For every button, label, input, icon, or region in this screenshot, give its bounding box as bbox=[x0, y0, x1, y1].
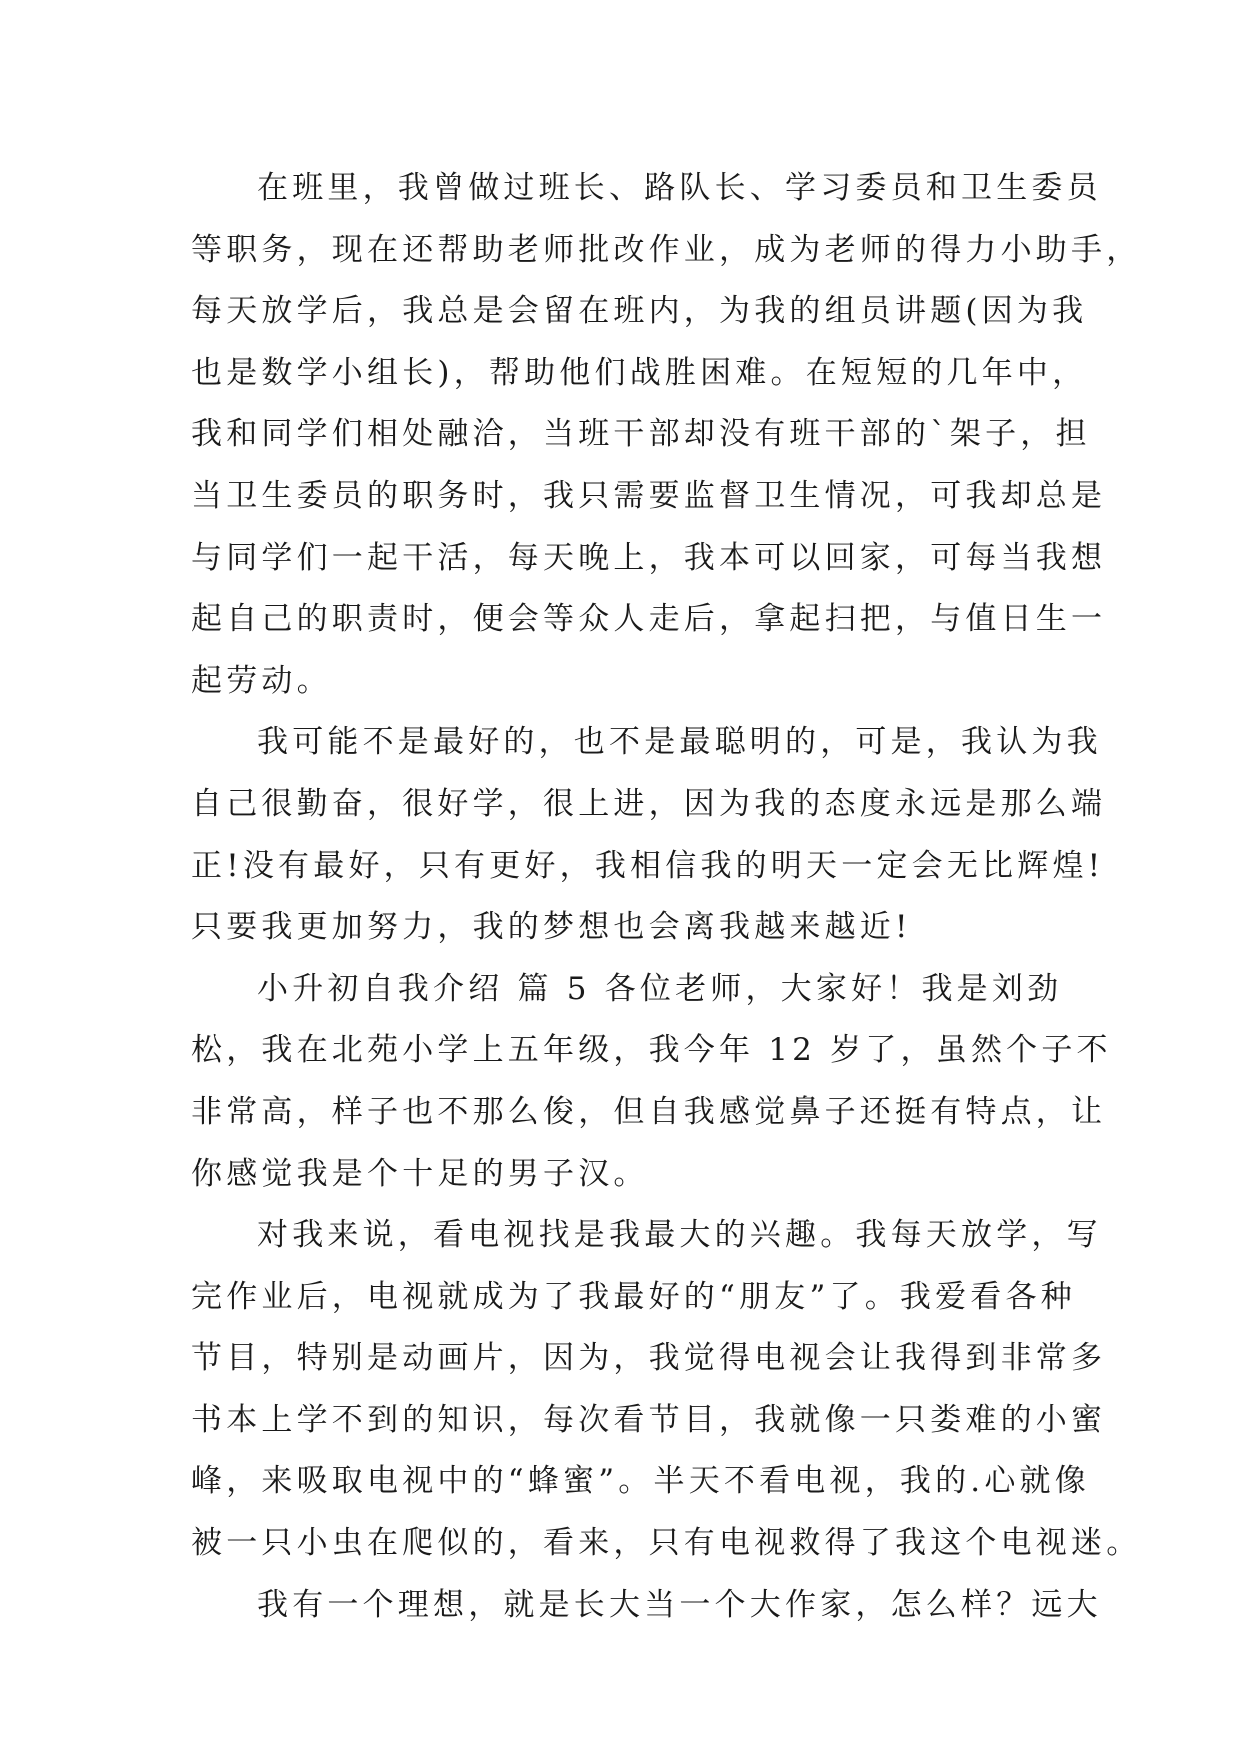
text-line: 对我来说，看电视找是我最大的兴趣。我每天放学，写 bbox=[257, 1217, 1102, 1254]
text-line: 正!没有最好，只有更好，我相信我的明天一定会无比辉煌! bbox=[191, 847, 1105, 884]
document-body bbox=[191, 158, 1142, 1636]
text-line: 我可能不是最好的，也不是最聪明的，可是，我认为我 bbox=[257, 724, 1102, 761]
text-line: 书本上学不到的知识，每次看节目，我就像一只娄难的小蜜 bbox=[191, 1401, 1107, 1438]
text-line: 我有一个理想，就是长大当一个大作家，怎么样？远大 bbox=[257, 1586, 1102, 1623]
text-line: 起自己的职责时，便会等众人走后，拿起扫把，与值日生一 bbox=[191, 601, 1107, 638]
text-line: 自己很勤奋，很好学，很上进，因为我的态度永远是那么端 bbox=[191, 785, 1107, 822]
text-line: 也是数学小组长)，帮助他们战胜困难。在短短的几年中， bbox=[191, 354, 1088, 391]
text-line: 峰，来吸取电视中的“蜂蜜”。半天不看电视，我的.心就像 bbox=[191, 1463, 1090, 1500]
text-line: 只要我更加努力，我的梦想也会离我越来越近! bbox=[191, 909, 912, 946]
text-line: 我和同学们相处融洽，当班干部却没有班干部的`架子，担 bbox=[191, 416, 1091, 453]
text-line: 非常高，样子也不那么俊，但自我感觉鼻子还挺有特点，让 bbox=[191, 1093, 1107, 1130]
text-line: 起劳动。 bbox=[191, 662, 332, 699]
text-line: 等职务，现在还帮助老师批改作业，成为老师的得力小助手， bbox=[191, 231, 1142, 268]
text-line: 每天放学后，我总是会留在班内，为我的组员讲题(因为我 bbox=[191, 293, 1088, 330]
text-line: 被一只小虫在爬似的，看来，只有电视救得了我这个电视迷。 bbox=[191, 1525, 1142, 1562]
text-line: 完作业后，电视就成为了我最好的“朋友”了。我爱看各种 bbox=[191, 1278, 1076, 1315]
section-heading-line: 小升初自我介绍 篇 5 各位老师，大家好！我是刘劲 bbox=[257, 970, 1063, 1007]
text-line: 你感觉我是个十足的男子汉。 bbox=[191, 1155, 649, 1192]
text-line: 在班里，我曾做过班长、路队长、学习委员和卫生委员 bbox=[257, 170, 1102, 206]
text-line: 与同学们一起干活，每天晚上，我本可以回家，可每当我想 bbox=[191, 539, 1107, 576]
text-line: 松，我在北苑小学上五年级，我今年 12 岁了，虽然个子不 bbox=[191, 1032, 1112, 1069]
text-line: 当卫生委员的职务时，我只需要监督卫生情况，可我却总是 bbox=[191, 477, 1107, 514]
text-line: 节目，特别是动画片，因为，我觉得电视会让我得到非常多 bbox=[191, 1340, 1107, 1377]
